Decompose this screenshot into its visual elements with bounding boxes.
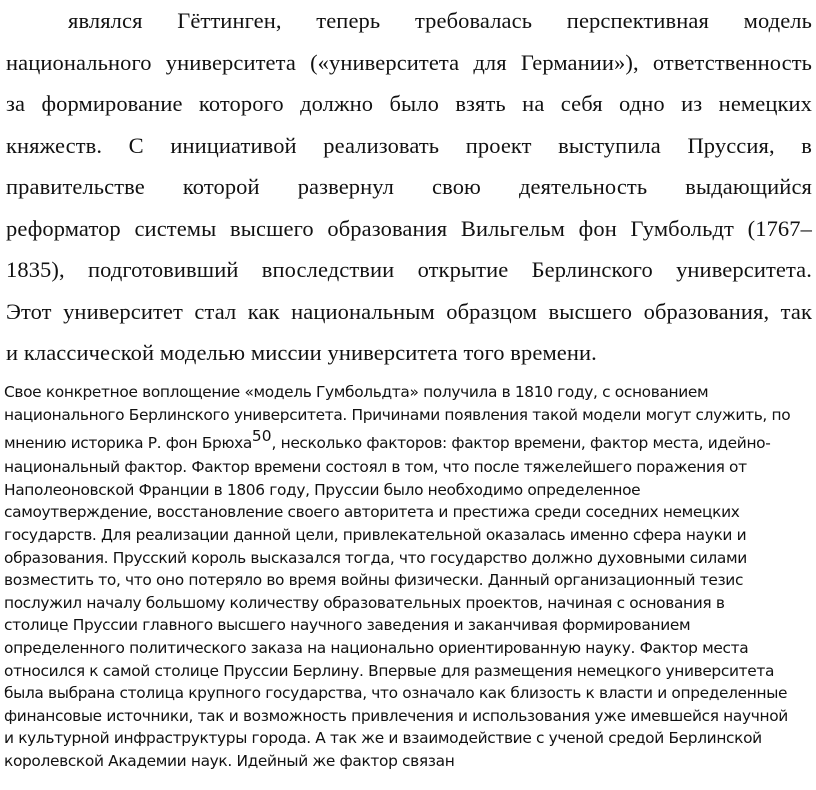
sans-line: образования. Прусский король высказался тогда, что государство должно духовными силами xyxy=(4,548,747,567)
serif-line: являлся Гёттинген, теперь требовалась перспективная модель xyxy=(68,8,812,33)
serif-paragraph xyxy=(6,0,812,374)
sans-line: столице Пруссии главного высшего научного заведения и заканчивая формированием xyxy=(4,616,691,635)
sans-line: определенного политического заказа на национально ориентированную науку. Фактор места xyxy=(4,638,749,657)
sans-line-text: мнению историка Р. фон Брюха xyxy=(4,434,252,453)
serif-line: национального университета («университета для Германии»), ответственность xyxy=(6,49,812,75)
sans-line: Наполеоновской Франции в 1806 году, Пруссии было необходимо определенное xyxy=(4,480,641,499)
serif-line: реформатор системы высшего образования Вильгельм фон Гумбольдт (1767– xyxy=(6,215,812,241)
sans-line: была выбрана столица крупного государства, что означало как близость к власти и определенные xyxy=(4,684,788,703)
serif-line: за формирование которого должно было взять на себя одно из немецких xyxy=(6,91,812,116)
sans-line: относился к самой столице Пруссии Берлину. Впервые для размещения немецкого университета xyxy=(4,661,775,680)
sans-line: самоутверждение, восстановление своего авторитета и престижа среди соседних немецких xyxy=(4,503,740,522)
serif-line: княжеств. С инициативой реализовать проект выступила Пруссия, в xyxy=(6,132,812,158)
sans-line: национального Берлинского университета. Причинами появления такой модели могут служить, по xyxy=(4,405,791,424)
serif-line: Этот университет стал как национальным образцом высшего образования, так xyxy=(6,298,812,324)
serif-line: 1835), подготовивший впоследствии открытие Берлинского университета. xyxy=(6,257,812,282)
sans-line: послужил началу большому количеству образовательных проектов, начиная с основания в xyxy=(4,593,725,612)
sans-paragraph xyxy=(4,381,814,773)
sans-line: финансовые источники, так и возможность привлечения и использования уже имевшейся научной xyxy=(4,706,788,725)
serif-line: правительстве которой развернул свою деятельность выдающийся xyxy=(6,174,812,199)
sans-line: и культурной инфраструктуры города. А так же и взаимодействие с ученой средой Берлинской xyxy=(4,729,762,748)
footnote-reference[interactable]: 50 xyxy=(251,427,272,446)
sans-line: национальный фактор. Фактор времени состоял в том, что после тяжелейшего поражения от xyxy=(4,458,747,477)
sans-line: возместить то, что оно потеряло во время войны физически. Данный организационный тезис xyxy=(4,571,744,590)
sans-line: Свое конкретное воплощение «модель Гумбольдта» получила в 1810 году, с основанием xyxy=(4,383,709,401)
sans-line-text: , несколько факторов: фактор времени, фактор места, идейно- xyxy=(271,434,771,453)
serif-line: и классической моделью миссии университета того времени. xyxy=(6,340,597,365)
sans-line-with-footnote xyxy=(4,426,814,456)
sans-line: королевской Академии наук. Идейный же фактор связан xyxy=(4,751,455,770)
sans-line: государств. Для реализации данной цели, привлекательной оказалась именно сфера науки и xyxy=(4,525,747,544)
